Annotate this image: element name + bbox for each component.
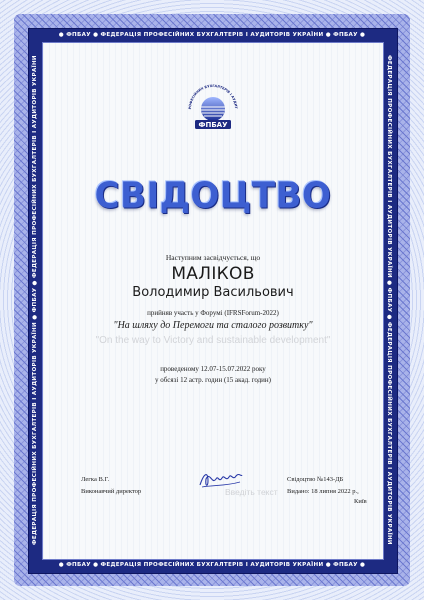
event-hours: у обсязі 12 астр. годин (15 акад. годин) <box>154 376 272 384</box>
event-dates: проведеному 12.07-15.07.2022 року <box>160 365 266 373</box>
recipient-surname: МАЛІКОВ <box>171 264 255 284</box>
fpbau-logo-icon <box>185 83 241 131</box>
logo-arc-text: РОФЕСІЙНИХ БУХГАЛТЕРІВ І АУДИТ <box>187 83 239 110</box>
signer-name: Легка В.Г. <box>81 476 110 483</box>
issue-city: Київ <box>354 498 367 505</box>
certificate-number: Свідоцтво №143-ДБ <box>287 476 344 483</box>
recipient-given-names: Володимир Васильович <box>132 285 294 300</box>
frame-text-left: ФЕДЕРАЦІЯ ПРОФЕСІЙНИХ БУХГАЛТЕРІВ І АУДИТОРІВ УКРАЇНИ ● ФПБАУ ● ФЕДЕРАЦІЯ ПРОФЕСІЙНИХ БУХГАЛТЕРІВ І АУДИТОРІВ УКРАЇНИ <box>32 55 38 545</box>
participation-text: прийняв участь у Форумі (IFRSForum-2022) <box>147 309 279 317</box>
intro-text: Наступним засвідчується, що <box>165 253 261 262</box>
signer-title: Виконавчий директор <box>81 488 142 495</box>
certificate-paper <box>42 42 384 560</box>
logo-abbr: ФПБАУ <box>198 121 228 129</box>
forum-title-ua: "На шляху до Перемоги та сталого розвитку" <box>113 320 313 331</box>
certificate-title: СВІДОЦТВО <box>94 175 332 217</box>
forum-title-en: "On the way to Victory and sustainable development" <box>95 335 331 346</box>
frame-text-right: ФЕДЕРАЦІЯ ПРОФЕСІЙНИХ БУХГАЛТЕРІВ І АУДИТОРІВ УКРАЇНИ ● ФПБАУ ● ФЕДЕРАЦІЯ ПРОФЕСІЙНИХ БУХГАЛТЕРІВ І АУДИТОРІВ УКРАЇНИ <box>386 55 392 545</box>
issue-date: Видано: 18 липня 2022 р., <box>287 488 359 495</box>
text-placeholder: Введіть текст <box>225 487 278 497</box>
frame-text-top: ● ФПБАУ ● ФЕДЕРАЦІЯ ПРОФЕСІЙНИХ БУХГАЛТЕРІВ І АУДИТОРІВ УКРАЇНИ ● ФПБАУ ● <box>58 32 366 38</box>
frame-text-bottom: ● ФПБАУ ● ФЕДЕРАЦІЯ ПРОФЕСІЙНИХ БУХГАЛТЕРІВ І АУДИТОРІВ УКРАЇНИ ● ФПБАУ ● <box>58 562 366 568</box>
